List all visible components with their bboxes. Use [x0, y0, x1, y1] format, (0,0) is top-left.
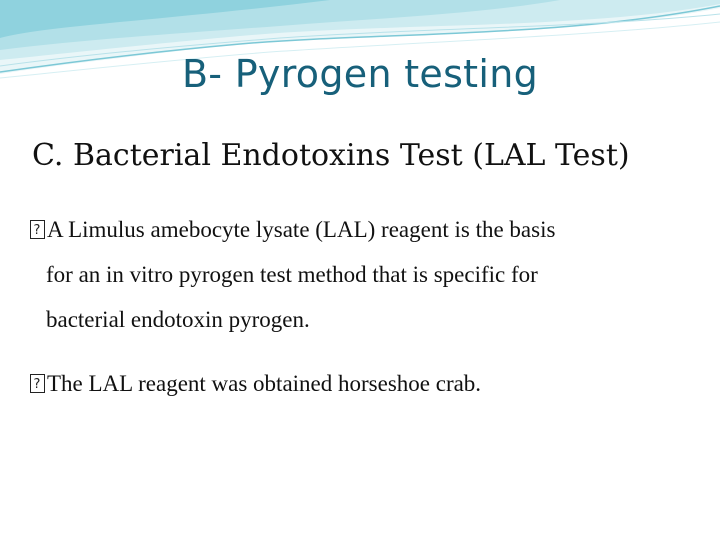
bullet-list [30, 207, 710, 425]
slide-title: B- Pyrogen testing [181, 52, 539, 96]
bullet-line: for an in vitro pyrogen test method that is specific for [46, 262, 538, 287]
bullet-text: A Limulus amebocyte lysate (LAL) reagent is the basis [47, 217, 556, 242]
missing-glyph-icon [30, 220, 45, 239]
slide-subtitle: C. Bacterial Endotoxins Test (LAL Test) [32, 138, 630, 173]
bullet-item-1 [30, 207, 710, 342]
bullet-line: bacterial endotoxin pyrogen. [46, 307, 310, 332]
bullet-text: The LAL reagent was obtained horseshoe crab. [47, 371, 482, 396]
missing-glyph-icon [30, 374, 45, 393]
bullet-item-2 [30, 361, 710, 406]
bullet-line [30, 207, 710, 252]
bullet-line [30, 361, 710, 406]
